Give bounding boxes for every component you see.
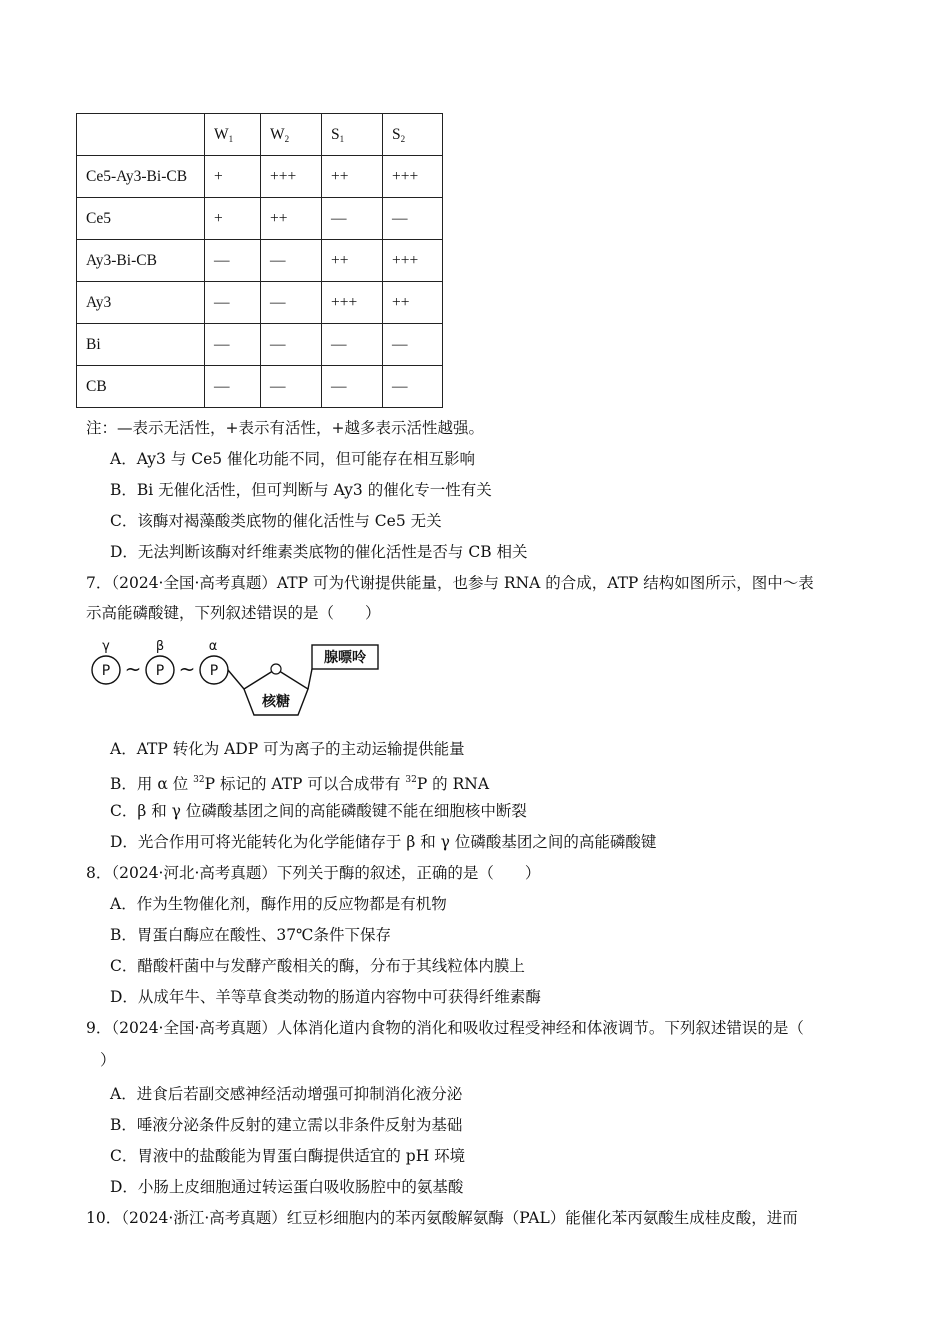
- table-cell: —: [205, 282, 261, 324]
- q9-stem-line1: 9．（2024·全国·高考真题）人体消化道内食物的消化和吸收过程受神经和体液调节。下列叙述错误的是（: [86, 1019, 804, 1037]
- q6-option-c: C．该酶对褐藻酸类底物的催化活性与 Ce5 无关: [110, 512, 442, 530]
- q6-option-a: A．Ay3 与 Ce5 催化功能不同，但可能存在相互影响: [110, 450, 476, 468]
- table-header-row: [77, 114, 443, 156]
- table-cell: +++: [322, 282, 383, 324]
- q7-stem-line1: 7．（2024·全国·高考真题）ATP 可为代谢提供能量，也参与 RNA 的合成，ATP 结构如图所示，图中～表: [86, 574, 814, 592]
- q9-option-d: D．小肠上皮细胞通过转运蛋白吸收肠腔中的氨基酸: [110, 1178, 464, 1196]
- activity-table: [76, 113, 443, 408]
- table-cell: —: [383, 324, 443, 366]
- table-cell: CB: [77, 366, 205, 408]
- table-cell: —: [383, 366, 443, 408]
- table-header-cell: $S_2$: [383, 114, 443, 156]
- q9-stem-line2: ）: [100, 1051, 116, 1069]
- phosphate-gamma-label: P: [101, 663, 111, 679]
- table-cell: —: [205, 324, 261, 366]
- adenine-label: 腺嘌呤: [324, 650, 366, 666]
- table-cell: —: [261, 366, 322, 408]
- table-row: [77, 240, 443, 282]
- alpha-label: α: [208, 639, 218, 654]
- table-cell: —: [261, 324, 322, 366]
- q10-stem-line1: 10．（2024·浙江·高考真题）红豆杉细胞内的苯丙氨酸解氨酶（PAL）能催化苯丙氨酸生成桂皮酸，进而: [86, 1209, 798, 1227]
- q9-option-a: A．进食后若副交感神经活动增强可抑制消化液分泌: [110, 1085, 463, 1103]
- phosphate-alpha-label: P: [209, 663, 219, 679]
- table-cell: —: [383, 198, 443, 240]
- table-header-cell: $W_2$: [261, 114, 322, 156]
- table-cell: Ce5-Ay3-Bi-CB: [77, 156, 205, 198]
- high-energy-bond-1: ~: [124, 657, 142, 681]
- ring-oxygen: [271, 664, 281, 674]
- atp-structure-diagram: [86, 633, 386, 723]
- q9-option-b: B．唾液分泌条件反射的建立需以非条件反射为基础: [110, 1116, 463, 1134]
- ribose-base-bond: [308, 669, 312, 689]
- beta-label: β: [155, 639, 165, 654]
- table-cell: —: [322, 324, 383, 366]
- q7-option-d: D．光合作用可将光能转化为化学能储存于 β 和 γ 位磷酸基团之间的高能磷酸键: [110, 833, 657, 851]
- table-row: [77, 282, 443, 324]
- q8-option-d: D．从成年牛、羊等草食类动物的肠道内容物中可获得纤维素酶: [110, 988, 541, 1006]
- q8-option-a: A．作为生物催化剂，酶作用的反应物都是有机物: [110, 895, 447, 913]
- gamma-label: γ: [102, 639, 110, 654]
- table-cell: —: [205, 240, 261, 282]
- q8-option-b: B．胃蛋白酶应在酸性、37℃条件下保存: [110, 926, 391, 944]
- ribose-label: 核糖: [262, 694, 290, 710]
- table-cell: —: [261, 282, 322, 324]
- q8-stem: 8．（2024·河北·高考真题）下列关于酶的叙述，正确的是（ ）: [86, 864, 541, 882]
- q9-option-c: C．胃液中的盐酸能为胃蛋白酶提供适宜的 pH 环境: [110, 1147, 466, 1165]
- table-cell: +++: [261, 156, 322, 198]
- table-cell: —: [322, 198, 383, 240]
- table-cell: —: [205, 366, 261, 408]
- table-header-cell: $S_1$: [322, 114, 383, 156]
- q8-option-c: C．醋酸杆菌中与发酵产酸相关的酶，分布于其线粒体内膜上: [110, 957, 525, 975]
- alpha-ribose-bond: [228, 670, 244, 689]
- table-cell: ++: [261, 198, 322, 240]
- table-cell: Ce5: [77, 198, 205, 240]
- table-header-cell: $W_1$: [205, 114, 261, 156]
- table-row: [77, 198, 443, 240]
- table-cell: Bi: [77, 324, 205, 366]
- q7-option-a: A．ATP 转化为 ADP 可为离子的主动运输提供能量: [110, 740, 465, 758]
- table-cell: —: [261, 240, 322, 282]
- q6-option-d: D．无法判断该酶对纤维素类底物的催化活性是否与 CB 相关: [110, 543, 528, 561]
- high-energy-bond-2: ~: [178, 657, 196, 681]
- q7-option-b: B．用 α 位 $^{32}$P 标记的 ATP 可以合成带有 $^{32}$P 的 RNA: [110, 775, 490, 793]
- table-row: [77, 366, 443, 408]
- table-cell: —: [322, 366, 383, 408]
- table-row: [77, 156, 443, 198]
- table-header-cell: [77, 114, 205, 156]
- q7-option-c: C．β 和 γ 位磷酸基团之间的高能磷酸键不能在细胞核中断裂: [110, 802, 527, 820]
- table-cell: +: [205, 198, 261, 240]
- q7-stem-line2: 示高能磷酸键，下列叙述错误的是（ ）: [86, 604, 381, 622]
- table-cell: ++: [383, 282, 443, 324]
- table-row: [77, 324, 443, 366]
- table-note: 注：—表示无活性，+表示有活性，+越多表示活性越强。: [86, 419, 484, 437]
- table-cell: ++: [322, 240, 383, 282]
- table-cell: +++: [383, 156, 443, 198]
- table-cell: Ay3-Bi-CB: [77, 240, 205, 282]
- table-cell: +++: [383, 240, 443, 282]
- phosphate-beta-label: P: [155, 663, 165, 679]
- table-cell: ++: [322, 156, 383, 198]
- table-cell: Ay3: [77, 282, 205, 324]
- table-cell: +: [205, 156, 261, 198]
- q6-option-b: B．Bi 无催化活性，但可判断与 Ay3 的催化专一性有关: [110, 481, 492, 499]
